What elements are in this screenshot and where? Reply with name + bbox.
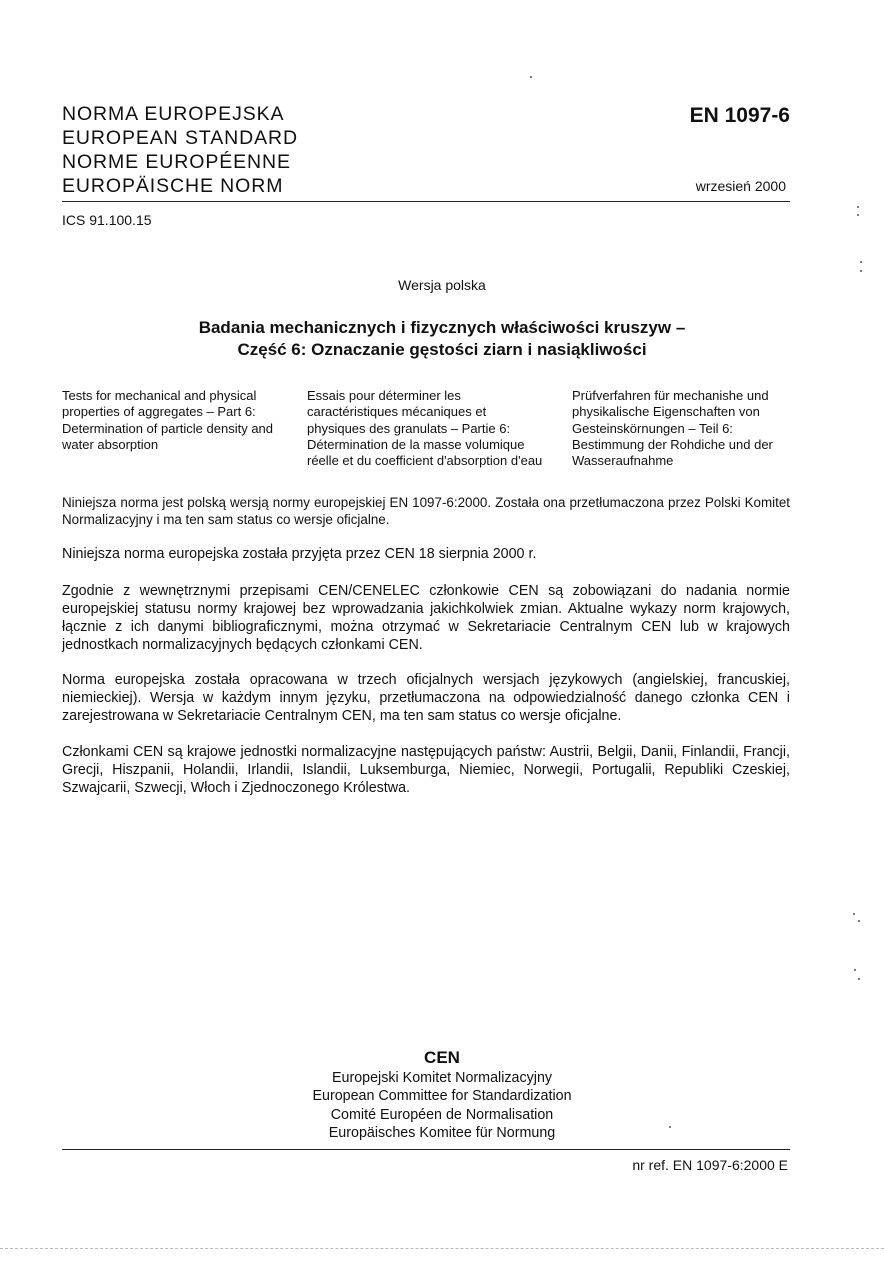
scan-speck xyxy=(853,913,855,915)
paragraph-polish-version: Niniejsza norma jest polską wersją normy europejskiej EN 1097-6:2000. Została ona przetłumaczona przez Polski Komitet Normalizacyjny i ma ten sam status co wersje oficjalne. xyxy=(62,495,790,527)
scan-speck xyxy=(858,978,860,980)
paragraph-members: Członkami CEN są krajowe jednostki normalizacyjne następujących państw: Austrii, Belgii, Danii, Finlandii, Francji, Grecji, Hiszpanii, Holandii, Irlandii, Islandii, Luksemburga, Niemiec, Norwegii, Portugalii, Republiki Czeskiej, Szwajcarii, Szwecji, Włoch i Zjednoczonego Królestwa. xyxy=(62,744,790,796)
paragraph-regulations: Zgodnie z wewnętrznymi przepisami CEN/CENELEC członkowie CEN są zobowiązani do nadania normie europejskiej statusu normy krajowej bez wprowadzania jakichkolwiek zmian. Aktualne wykazy norm krajowych, łącznie z ich danymi bibliograficznymi, można otrzymać w Sekretariacie Centralnym CEN lub w krajowych jednostkach normalizacyjnych będących członkami CEN. xyxy=(62,583,790,653)
title-line-1: Badania mechanicznych i fizycznych właściwości kruszyw – xyxy=(198,318,686,337)
cen-name-german: Europäisches Komitee für Normung xyxy=(328,1125,556,1142)
title-line-2: Część 6: Oznaczanie gęstości ziarn i nasiąkliwości xyxy=(237,340,647,359)
cen-acronym: CEN xyxy=(424,1048,460,1067)
standard-type-french: NORME EUROPÉENNE xyxy=(62,151,291,173)
document-title xyxy=(0,317,884,361)
scan-speck xyxy=(858,920,860,922)
reference-number: nr ref. EN 1097-6:2000 E xyxy=(632,1157,788,1173)
title-german: Prüfverfahren für mechanishe und physikalische Eigenschaften von Gesteinskörnungen – Teil 6: Bestimmung der Rohdiche und der Wasseraufnahme xyxy=(572,388,773,469)
scan-speck xyxy=(860,261,862,263)
title-english: Tests for mechanical and physical properties of aggregates – Part 6: Determination of particle density and water absorption xyxy=(62,388,274,452)
cen-name-english: European Committee for Standardization xyxy=(312,1088,572,1105)
version-label: Wersja polska xyxy=(398,277,486,293)
scan-speck xyxy=(860,270,862,272)
scan-speck xyxy=(854,969,856,971)
cen-block xyxy=(0,1047,884,1143)
footer-divider xyxy=(62,1149,790,1150)
scan-speck xyxy=(857,214,859,216)
standard-number: EN 1097-6 xyxy=(689,104,790,127)
title-french: Essais pour déterminer les caractéristiques mécaniques et physiques des granulats – Partie 6: Détermination de la masse volumique réelle et du coefficient d'absorption d'eau xyxy=(307,388,543,469)
cen-name-polish: Europejski Komitet Normalizacyjny xyxy=(331,1070,553,1086)
standard-type-german: EUROPÄISCHE NORM xyxy=(62,175,284,197)
standard-type-block xyxy=(62,102,298,198)
header-divider xyxy=(62,201,790,202)
scan-speck xyxy=(669,1126,671,1128)
scan-edge-line xyxy=(0,1248,884,1249)
publication-date: wrzesień 2000 xyxy=(695,178,786,194)
paragraph-adoption: Niniejsza norma europejska została przyjęta przez CEN 18 sierpnia 2000 r. xyxy=(62,546,537,562)
paragraph-official-versions: Norma europejska została opracowana w trzech oficjalnych wersjach językowych (angielskiej, francuskiej, niemieckiej). Wersja w każdym innym języku, przetłumaczona na odpowiedzialność danego członka CEN i zarejestrowana w Sekretariacie Centralnym CEN, ma ten sam status co wersje oficjalne. xyxy=(62,672,790,724)
standard-type-english: EUROPEAN STANDARD xyxy=(62,127,298,149)
standard-type-polish: NORMA EUROPEJSKA xyxy=(62,103,285,125)
ics-code: ICS 91.100.15 xyxy=(62,212,152,228)
cen-name-french: Comité Européen de Normalisation xyxy=(330,1106,554,1123)
scan-speck xyxy=(857,206,859,208)
scan-speck xyxy=(530,76,532,78)
